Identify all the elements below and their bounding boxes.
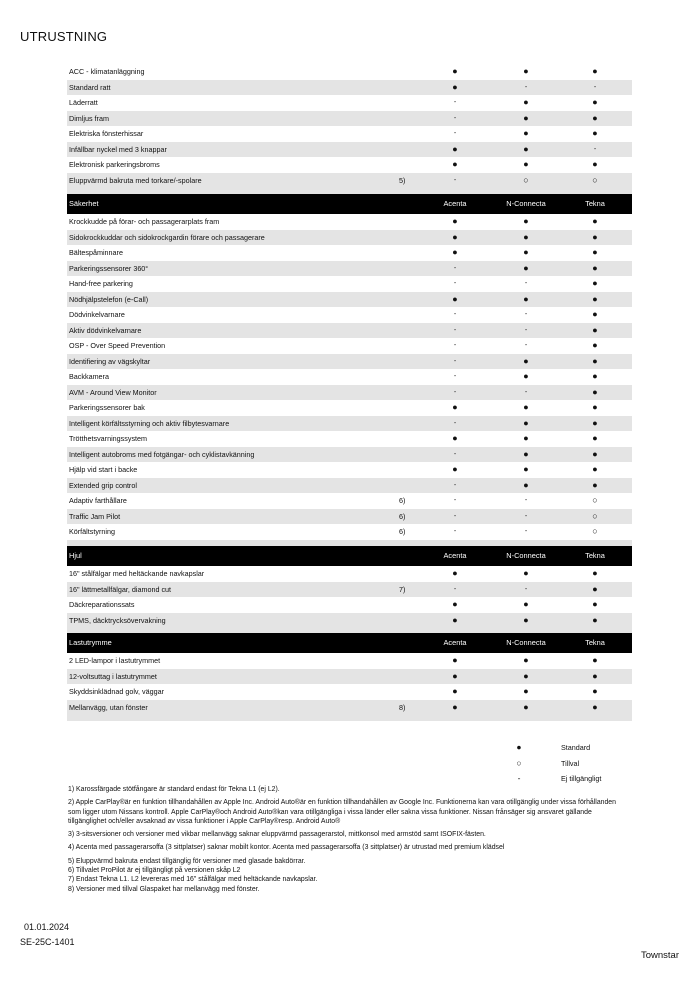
section-header	[67, 546, 632, 566]
footnote: 2) Apple CarPlay®är en funktion tillhandahållen av Apple Inc. Android Auto®är en funktion tillhandahållen av Google Inc. Funktionerna kan vara otillgänglig under vissa förhållanden som ligger utom Nissans kontroll. Apple CarPlay®och Android Auto®kan vara otillgängliga i vissa länder eller sakna vissa funktioner. Nissan frånsäger sig ansvaret gällande tillgänglighet och/eller avsaknad av vissa funktioner i Apple CarPlay®resp. Android Auto®	[68, 799, 616, 825]
standard-dot-icon: ●	[592, 278, 598, 288]
dash-icon: -	[524, 528, 528, 535]
standard-dot-icon: ●	[592, 247, 598, 257]
feature-label: 16" lättmetallfälgar, diamond cut	[69, 584, 172, 594]
legend-label: Ej tillgängligt	[561, 774, 602, 783]
wheels-section	[67, 546, 632, 634]
column-header-acenta: Acenta	[443, 551, 467, 560]
dash-icon: -	[524, 388, 528, 396]
standard-dot-icon: ●	[523, 448, 529, 459]
table-row	[67, 64, 632, 80]
feature-label: Bältespåminnare	[69, 248, 123, 257]
section-title: Hjul	[69, 551, 82, 560]
feature-label: Hand-free parkering	[69, 279, 133, 288]
dash-icon: -	[453, 176, 457, 184]
feature-label: Infällbar nyckel med 3 knappar	[69, 144, 167, 154]
standard-dot-icon: ●	[452, 66, 458, 76]
footnote-ref: 6)	[399, 496, 406, 505]
feature-label: Traffic Jam Pilot	[69, 511, 121, 521]
legend-option	[505, 756, 645, 772]
table-row	[67, 524, 632, 540]
standard-dot-icon: ●	[592, 128, 598, 138]
standard-dot-icon: ●	[452, 701, 458, 712]
table-row	[67, 261, 632, 277]
standard-dot-icon: ●	[592, 309, 598, 319]
column-header-tekna: Tekna	[585, 551, 605, 560]
standard-dot-icon: ●	[452, 433, 458, 443]
column-header-acenta: Acenta	[443, 638, 467, 647]
dash-icon: -	[524, 342, 528, 349]
standard-dot-icon: ●	[592, 655, 598, 665]
table-row	[67, 478, 632, 494]
standard-dot-icon: ●	[523, 464, 529, 474]
dash-icon: -	[453, 373, 457, 380]
table-row	[67, 111, 632, 127]
dash-icon: -	[453, 419, 457, 427]
dash-icon: -	[593, 83, 597, 91]
dash-icon: -	[453, 357, 457, 365]
dash-icon: -	[524, 512, 528, 520]
feature-label: Aktiv dödvinkelvarnare	[69, 325, 142, 335]
option-ring-icon: ○	[523, 174, 529, 185]
column-header-tekna: Tekna	[585, 199, 605, 208]
feature-label: Hjälp vid start i backe	[69, 465, 138, 474]
table-row	[67, 95, 632, 111]
standard-dot-icon: ●	[452, 670, 458, 681]
feature-label: Identifiering av vägskyltar	[69, 356, 151, 366]
standard-dot-icon: ●	[592, 599, 598, 609]
standard-dot-icon: ●	[523, 159, 529, 169]
standard-dot-icon: ●	[592, 386, 598, 397]
standard-dot-icon: ●	[523, 402, 529, 412]
dash-icon: -	[524, 497, 528, 504]
dash-icon: -	[453, 388, 457, 396]
feature-label: Läderratt	[69, 98, 98, 107]
dash-icon: -	[453, 326, 457, 334]
column-header-tekna: Tekna	[585, 638, 605, 647]
dash-icon: -	[453, 450, 457, 458]
dash-icon: -	[517, 773, 521, 783]
standard-dot-icon: ●	[523, 479, 529, 490]
feature-label: Eluppvärmd bakruta med torkare/-spolare	[69, 175, 202, 185]
table-row	[67, 431, 632, 447]
option-ring-icon: ○	[516, 757, 522, 768]
footnote-ref: 7)	[399, 584, 406, 594]
feature-label: Parkeringssensorer 360°	[69, 263, 149, 273]
standard-dot-icon: ●	[452, 216, 458, 226]
feature-label: Sidokrockkuddar och sidokrockgardin förare och passagerare	[69, 232, 265, 242]
standard-dot-icon: ●	[592, 479, 598, 490]
dash-icon: -	[453, 585, 457, 593]
standard-dot-icon: ●	[523, 568, 529, 578]
dash-icon: -	[453, 528, 457, 535]
standard-dot-icon: ●	[523, 262, 529, 273]
standard-dot-icon: ●	[523, 686, 529, 696]
feature-label: Trötthetsvarningssystem	[69, 434, 148, 443]
table-row	[67, 157, 632, 173]
feature-label: Adaptiv farthållare	[69, 496, 127, 505]
standard-dot-icon: ●	[592, 66, 598, 76]
footnote-ref: 8)	[399, 702, 406, 712]
table-row	[67, 245, 632, 261]
section-title: Säkerhet	[69, 199, 99, 208]
legend-label: Tillval	[561, 758, 580, 768]
standard-dot-icon: ●	[523, 614, 529, 625]
safety-section	[67, 194, 632, 546]
dash-icon: -	[453, 99, 457, 106]
section-header	[67, 194, 632, 214]
table-row	[67, 597, 632, 613]
table-row	[67, 509, 632, 525]
standard-dot-icon: ●	[523, 293, 529, 304]
standard-dot-icon: ●	[592, 112, 598, 123]
dash-icon: -	[453, 264, 457, 272]
standard-dot-icon: ●	[592, 262, 598, 273]
feature-label: AVM - Around View Monitor	[69, 387, 157, 397]
section-header	[67, 633, 632, 653]
standard-dot-icon: ●	[452, 614, 458, 625]
table-row	[67, 653, 632, 669]
standard-dot-icon: ●	[452, 81, 458, 92]
standard-dot-icon: ●	[523, 371, 529, 381]
table-row	[67, 230, 632, 246]
feature-label: Intelligent körfältsstyrning och aktiv filbytesvarnare	[69, 418, 230, 428]
footnote: 3) 3-sitsversioner och versioner med vikbar mellanvägg saknar eluppvärmd passagerarstol, mittkonsol med armstöd samt ISOFIX-fästen.	[68, 831, 486, 839]
standard-dot-icon: ●	[592, 568, 598, 578]
feature-label: Standard ratt	[69, 82, 111, 92]
standard-dot-icon: ●	[592, 464, 598, 474]
standard-dot-icon: ●	[523, 247, 529, 257]
standard-dot-icon: ●	[523, 216, 529, 226]
standard-dot-icon: ●	[592, 402, 598, 412]
standard-dot-icon: ●	[452, 247, 458, 257]
standard-dot-icon: ●	[592, 231, 598, 242]
feature-label: Körfältstyrning	[69, 527, 115, 536]
standard-dot-icon: ●	[523, 112, 529, 123]
section-divider	[67, 715, 632, 721]
table-row	[67, 338, 632, 354]
table-row	[67, 684, 632, 700]
table-row	[67, 369, 632, 385]
table-row	[67, 292, 632, 308]
dash-icon: -	[453, 114, 457, 122]
table-row	[67, 613, 632, 629]
model-name: Townstar	[640, 950, 679, 961]
feature-label: Elektronisk parkeringsbroms	[69, 160, 160, 169]
feature-label: Parkeringssensorer bak	[69, 403, 145, 412]
feature-label: Nödhjälpstelefon (e-Call)	[69, 294, 149, 304]
table-row	[67, 400, 632, 416]
standard-dot-icon: ●	[523, 599, 529, 609]
footnote-ref: 5)	[399, 175, 406, 185]
dash-icon: -	[524, 83, 528, 91]
legend-standard	[505, 740, 645, 756]
dash-icon: -	[524, 585, 528, 593]
standard-dot-icon: ●	[592, 355, 598, 366]
standard-dot-icon: ●	[452, 402, 458, 412]
footnote: 6) Tillvalet ProPilot är ej tillgängligt på versionen skåp L2	[68, 867, 241, 875]
standard-dot-icon: ●	[452, 143, 458, 154]
standard-dot-icon: ●	[592, 340, 598, 350]
dash-icon: -	[453, 130, 457, 137]
standard-dot-icon: ●	[523, 417, 529, 428]
dash-icon: -	[453, 512, 457, 520]
feature-label: Skyddsinklädnad golv, väggar	[69, 687, 164, 696]
column-header-nconnecta: N-Connecta	[506, 551, 546, 560]
feature-label: Backkamera	[69, 372, 109, 381]
standard-dot-icon: ●	[523, 97, 529, 107]
dash-icon: -	[453, 342, 457, 349]
feature-label: OSP - Over Speed Prevention	[69, 341, 166, 350]
feature-label: Krockkudde på förar- och passagerarplats fram	[69, 217, 220, 226]
feature-label: Elektriska fönsterhissar	[69, 129, 144, 138]
standard-dot-icon: ●	[523, 143, 529, 154]
feature-label: Mellanvägg, utan fönster	[69, 702, 148, 712]
section-divider	[67, 540, 632, 546]
column-header-nconnecta: N-Connecta	[506, 638, 546, 647]
page-title: UTRUSTNING	[20, 29, 108, 44]
footnote-ref: 6)	[399, 511, 406, 521]
standard-dot-icon: ●	[452, 159, 458, 169]
standard-dot-icon: ●	[592, 293, 598, 304]
table-row	[67, 173, 632, 189]
feature-label: Dimljus fram	[69, 113, 109, 123]
standard-dot-icon: ●	[452, 464, 458, 474]
table-row	[67, 700, 632, 716]
standard-dot-icon: ●	[523, 355, 529, 366]
footnote: 8) Versioner med tillval Glaspaket har mellanvägg med fönster.	[68, 885, 260, 893]
standard-dot-icon: ●	[523, 128, 529, 138]
column-header-acenta: Acenta	[443, 199, 467, 208]
document-date: 01.01.2024	[24, 922, 70, 932]
standard-dot-icon: ●	[592, 670, 598, 681]
dash-icon: -	[453, 497, 457, 504]
table-row	[67, 416, 632, 432]
table-row	[67, 323, 632, 339]
table-row	[67, 276, 632, 292]
standard-dot-icon: ●	[592, 324, 598, 335]
standard-dot-icon: ●	[592, 216, 598, 226]
footnotes	[68, 785, 628, 894]
standard-dot-icon: ●	[516, 742, 522, 752]
standard-dot-icon: ●	[592, 583, 598, 594]
standard-dot-icon: ●	[592, 448, 598, 459]
table-row	[67, 447, 632, 463]
standard-dot-icon: ●	[452, 686, 458, 696]
standard-dot-icon: ●	[592, 686, 598, 696]
standard-dot-icon: ●	[523, 701, 529, 712]
standard-dot-icon: ●	[452, 568, 458, 578]
feature-label: 12-voltsuttag i lastutrymmet	[69, 671, 157, 681]
standard-dot-icon: ●	[452, 293, 458, 304]
feature-label: Dödvinkelvarnare	[69, 310, 125, 319]
feature-label: Däckreparationssats	[69, 600, 135, 609]
table-row	[67, 126, 632, 142]
feature-label: 16" stålfälgar med heltäckande navkapslar	[69, 569, 205, 578]
dash-icon: -	[524, 280, 528, 287]
table-row	[67, 142, 632, 158]
standard-dot-icon: ●	[452, 599, 458, 609]
dash-icon: -	[453, 280, 457, 287]
dash-icon: -	[524, 326, 528, 334]
dash-icon: -	[453, 311, 457, 318]
legend-label: Standard	[561, 743, 591, 752]
footnote: 5) Eluppvärmd bakruta endast tillgänglig för versioner med glasade bakdörrar.	[68, 857, 306, 865]
dash-icon: -	[453, 481, 457, 489]
option-ring-icon: ○	[592, 495, 598, 505]
standard-dot-icon: ●	[592, 614, 598, 625]
table-row	[67, 493, 632, 509]
table-row	[67, 80, 632, 96]
option-ring-icon: ○	[592, 526, 598, 536]
table-row	[67, 385, 632, 401]
standard-dot-icon: ●	[592, 701, 598, 712]
dash-icon: -	[524, 311, 528, 318]
standard-dot-icon: ●	[592, 417, 598, 428]
standard-dot-icon: ●	[523, 433, 529, 443]
document-code: SE-25C-1401	[20, 937, 75, 947]
table-row	[67, 566, 632, 582]
table-row	[67, 307, 632, 323]
section-title: Lastutrymme	[69, 638, 112, 647]
standard-dot-icon: ●	[523, 655, 529, 665]
table-row	[67, 669, 632, 685]
legend	[505, 740, 645, 787]
comfort-section	[67, 64, 632, 194]
footnote: 7) Endast Tekna L1. L2 levereras med 16" stålfälgar med heltäckande navkapslar.	[68, 876, 318, 884]
feature-label: TPMS, däcktrycksövervakning	[69, 615, 166, 625]
feature-label: Intelligent autobroms med fotgängar- och cyklistavkänning	[69, 449, 255, 459]
standard-dot-icon: ●	[592, 371, 598, 381]
standard-dot-icon: ●	[523, 670, 529, 681]
cargo-section	[67, 633, 632, 721]
table-row	[67, 462, 632, 478]
footnote-ref: 6)	[399, 527, 406, 536]
option-ring-icon: ○	[592, 510, 598, 521]
feature-label: ACC - klimatanläggning	[69, 67, 145, 76]
table-row	[67, 214, 632, 230]
feature-label: Extended grip control	[69, 480, 137, 490]
standard-dot-icon: ●	[592, 97, 598, 107]
standard-dot-icon: ●	[452, 231, 458, 242]
footnote: 1) Karossfärgade stötfångare är standard endast för Tekna L1 (ej L2).	[68, 786, 280, 793]
table-row	[67, 354, 632, 370]
standard-dot-icon: ●	[592, 433, 598, 443]
column-header-nconnecta: N-Connecta	[506, 199, 546, 208]
feature-label: 2 LED-lampor i lastutrymmet	[69, 656, 161, 665]
standard-dot-icon: ●	[523, 66, 529, 76]
table-row	[67, 582, 632, 598]
footnote: 4) Acenta med passagerarsoffa (3 sittplatser) saknar mobilt kontor. Acenta med passagerarsoffa (3 sittplatser) är utrustad med premium klädsel	[68, 844, 505, 852]
option-ring-icon: ○	[592, 174, 598, 185]
standard-dot-icon: ●	[452, 655, 458, 665]
standard-dot-icon: ●	[523, 231, 529, 242]
dash-icon: -	[593, 145, 597, 153]
standard-dot-icon: ●	[592, 159, 598, 169]
